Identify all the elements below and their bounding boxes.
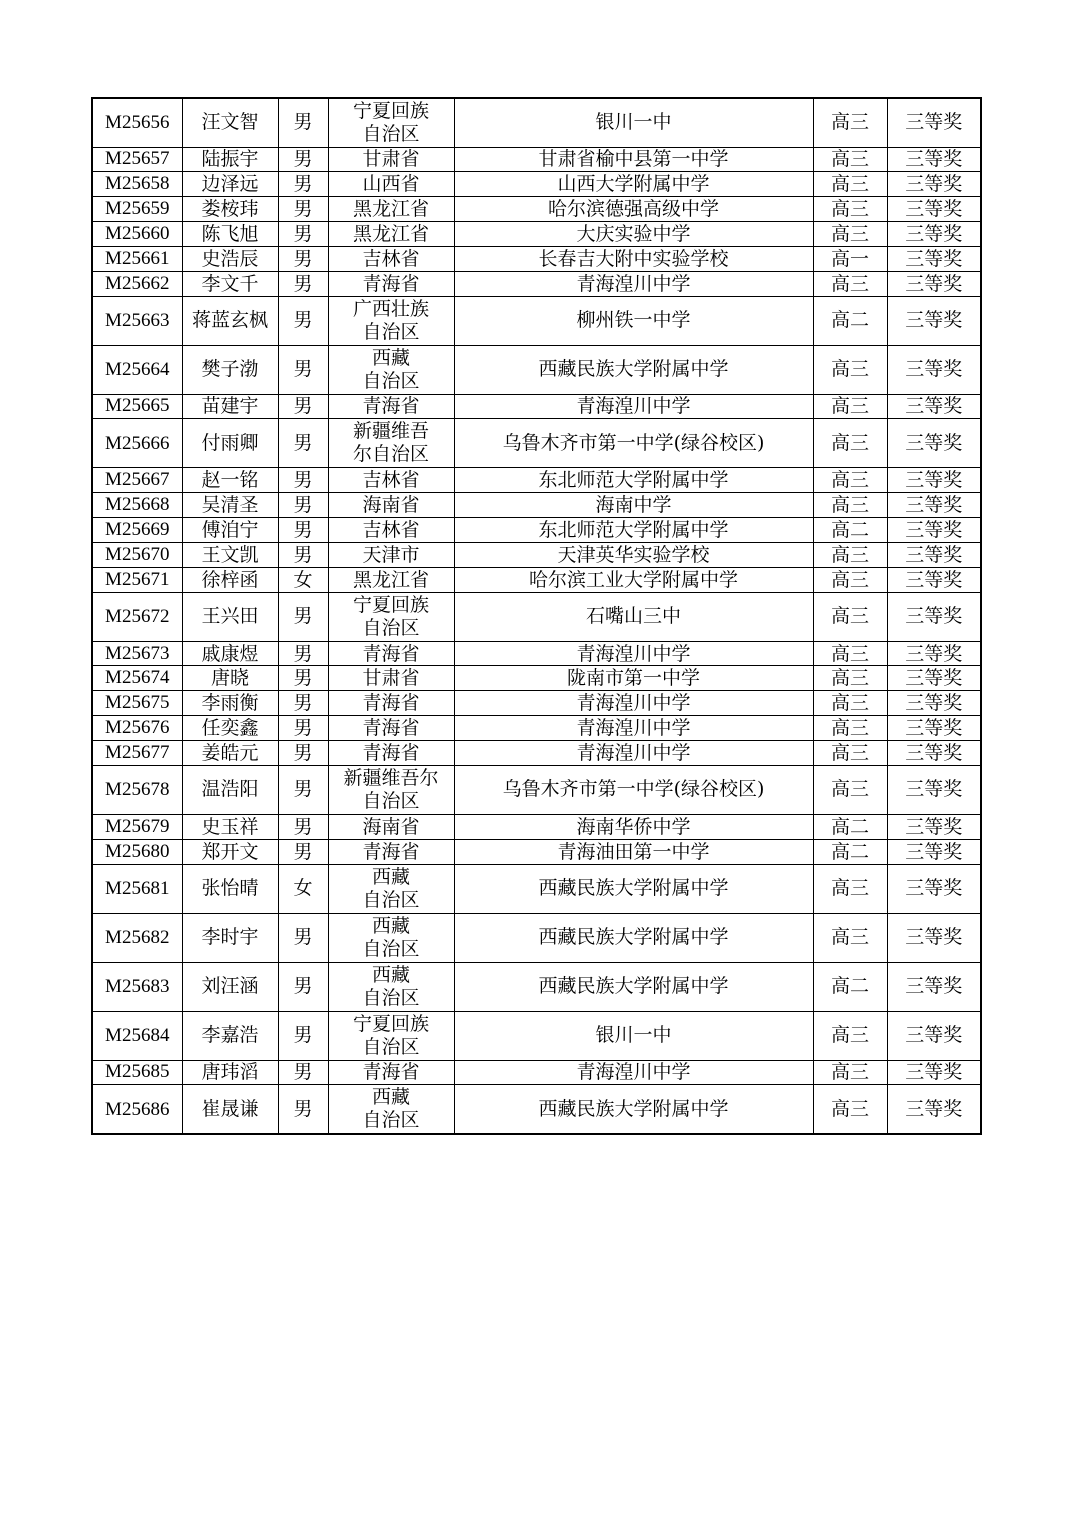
table-row (92, 271, 981, 296)
cell-award: 三等奖 (887, 592, 981, 641)
region-line: 尔自治区 (352, 443, 429, 466)
cell-award: 三等奖 (887, 345, 981, 394)
region-line: 山西省 (362, 173, 420, 196)
region-line: 西藏 (371, 1086, 410, 1109)
cell-school: 青海湟川中学 (454, 1060, 813, 1085)
region-line: 青海省 (362, 692, 420, 715)
region-line: 黑龙江省 (352, 568, 429, 591)
region-line: 西藏 (371, 865, 410, 888)
cell-student-name: 郑开文 (182, 839, 278, 864)
cell-student-name: 娄桉玮 (182, 197, 278, 222)
cell-grade: 高三 (813, 666, 887, 691)
cell-student-name: 苗建宇 (182, 394, 278, 419)
cell-award: 三等奖 (887, 716, 981, 741)
cell-award: 三等奖 (887, 765, 981, 814)
region-line: 青海省 (362, 840, 420, 863)
cell-gender: 男 (278, 592, 328, 641)
cell-student-id: M25686 (92, 1085, 182, 1134)
cell-gender: 男 (278, 814, 328, 839)
award-table-body (92, 98, 981, 1134)
cell-school: 银川一中 (454, 98, 813, 147)
cell-student-name: 李文千 (182, 271, 278, 296)
region-line: 自治区 (362, 937, 420, 960)
cell-region (328, 296, 454, 345)
region-line: 青海省 (362, 1061, 420, 1084)
table-row (92, 147, 981, 172)
cell-award: 三等奖 (887, 246, 981, 271)
cell-student-name: 蒋蓝玄枫 (182, 296, 278, 345)
cell-student-id: M25669 (92, 518, 182, 543)
cell-award: 三等奖 (887, 296, 981, 345)
cell-gender: 男 (278, 839, 328, 864)
table-row (92, 296, 981, 345)
cell-school: 东北师范大学附属中学 (454, 468, 813, 493)
cell-student-id: M25666 (92, 419, 182, 468)
cell-region (328, 172, 454, 197)
cell-award: 三等奖 (887, 518, 981, 543)
cell-region (328, 864, 454, 913)
cell-award: 三等奖 (887, 271, 981, 296)
table-row (92, 913, 981, 962)
cell-region (328, 716, 454, 741)
cell-grade: 高三 (813, 741, 887, 766)
cell-school: 西藏民族大学附属中学 (454, 864, 813, 913)
table-row (92, 1011, 981, 1060)
cell-student-id: M25675 (92, 691, 182, 716)
cell-student-id: M25663 (92, 296, 182, 345)
cell-gender: 男 (278, 1011, 328, 1060)
cell-gender: 男 (278, 147, 328, 172)
cell-gender: 男 (278, 1085, 328, 1134)
table-row (92, 518, 981, 543)
region-line: 新疆维吾尔 (343, 766, 439, 789)
cell-region (328, 468, 454, 493)
region-line: 海南省 (362, 494, 420, 517)
cell-student-name: 陆振宇 (182, 147, 278, 172)
cell-award: 三等奖 (887, 1085, 981, 1134)
cell-student-id: M25665 (92, 394, 182, 419)
cell-student-id: M25661 (92, 246, 182, 271)
cell-gender: 男 (278, 271, 328, 296)
region-line: 广西壮族 (352, 297, 429, 320)
cell-student-id: M25670 (92, 542, 182, 567)
cell-region (328, 765, 454, 814)
cell-award: 三等奖 (887, 1011, 981, 1060)
region-line: 黑龙江省 (352, 198, 429, 221)
cell-region (328, 839, 454, 864)
cell-student-name: 付雨卿 (182, 419, 278, 468)
cell-award: 三等奖 (887, 419, 981, 468)
cell-award: 三等奖 (887, 913, 981, 962)
cell-award: 三等奖 (887, 147, 981, 172)
cell-gender: 男 (278, 542, 328, 567)
cell-grade: 高三 (813, 345, 887, 394)
cell-award: 三等奖 (887, 962, 981, 1011)
cell-region (328, 1060, 454, 1085)
cell-student-name: 史浩辰 (182, 246, 278, 271)
cell-grade: 高三 (813, 394, 887, 419)
table-row (92, 1085, 981, 1134)
region-line: 宁夏回族 (352, 1012, 429, 1035)
cell-school: 青海湟川中学 (454, 691, 813, 716)
cell-gender: 男 (278, 666, 328, 691)
region-line: 吉林省 (362, 247, 420, 270)
table-row (92, 962, 981, 1011)
cell-grade: 高三 (813, 493, 887, 518)
cell-student-id: M25668 (92, 493, 182, 518)
cell-region (328, 345, 454, 394)
cell-student-name: 吴清圣 (182, 493, 278, 518)
cell-school: 海南华侨中学 (454, 814, 813, 839)
cell-school: 东北师范大学附属中学 (454, 518, 813, 543)
cell-school: 西藏民族大学附属中学 (454, 345, 813, 394)
cell-school: 海南中学 (454, 493, 813, 518)
cell-region (328, 814, 454, 839)
cell-student-name: 王兴田 (182, 592, 278, 641)
cell-region (328, 741, 454, 766)
region-line: 自治区 (362, 122, 420, 145)
cell-student-name: 樊子渤 (182, 345, 278, 394)
cell-student-id: M25667 (92, 468, 182, 493)
region-line: 自治区 (362, 888, 420, 911)
cell-award: 三等奖 (887, 468, 981, 493)
cell-student-id: M25656 (92, 98, 182, 147)
cell-grade: 高三 (813, 197, 887, 222)
cell-gender: 男 (278, 419, 328, 468)
cell-grade: 高三 (813, 1085, 887, 1134)
cell-award: 三等奖 (887, 839, 981, 864)
cell-school: 银川一中 (454, 1011, 813, 1060)
cell-award: 三等奖 (887, 493, 981, 518)
award-list-table (91, 97, 982, 1135)
cell-school: 西藏民族大学附属中学 (454, 1085, 813, 1134)
region-line: 青海省 (362, 642, 420, 665)
cell-region (328, 419, 454, 468)
table-row (92, 172, 981, 197)
cell-grade: 高三 (813, 468, 887, 493)
cell-school: 青海湟川中学 (454, 741, 813, 766)
table-row (92, 345, 981, 394)
region-line: 自治区 (362, 1109, 420, 1132)
cell-student-name: 姜皓元 (182, 741, 278, 766)
table-row (92, 716, 981, 741)
table-row (92, 641, 981, 666)
cell-gender: 男 (278, 468, 328, 493)
region-line: 甘肃省 (362, 148, 420, 171)
cell-award: 三等奖 (887, 1060, 981, 1085)
cell-region (328, 394, 454, 419)
cell-grade: 高二 (813, 518, 887, 543)
cell-region (328, 1011, 454, 1060)
cell-student-id: M25676 (92, 716, 182, 741)
cell-region (328, 98, 454, 147)
cell-region (328, 567, 454, 592)
cell-student-id: M25664 (92, 345, 182, 394)
cell-region (328, 691, 454, 716)
table-row (92, 542, 981, 567)
region-line: 西藏 (371, 914, 410, 937)
cell-gender: 男 (278, 98, 328, 147)
cell-gender: 男 (278, 765, 328, 814)
cell-school: 乌鲁木齐市第一中学(绿谷校区) (454, 765, 813, 814)
cell-student-id: M25657 (92, 147, 182, 172)
cell-grade: 高二 (813, 296, 887, 345)
region-line: 新疆维吾 (352, 420, 429, 443)
cell-award: 三等奖 (887, 542, 981, 567)
cell-gender: 男 (278, 246, 328, 271)
cell-grade: 高三 (813, 172, 887, 197)
cell-student-name: 边泽远 (182, 172, 278, 197)
cell-student-id: M25672 (92, 592, 182, 641)
cell-grade: 高二 (813, 839, 887, 864)
cell-gender: 男 (278, 962, 328, 1011)
region-line: 自治区 (362, 616, 420, 639)
table-row (92, 222, 981, 247)
cell-grade: 高三 (813, 222, 887, 247)
cell-award: 三等奖 (887, 567, 981, 592)
cell-award: 三等奖 (887, 641, 981, 666)
cell-grade: 高三 (813, 1060, 887, 1085)
cell-school: 哈尔滨工业大学附属中学 (454, 567, 813, 592)
cell-student-name: 张怡晴 (182, 864, 278, 913)
table-row (92, 493, 981, 518)
cell-student-name: 李嘉浩 (182, 1011, 278, 1060)
cell-grade: 高三 (813, 592, 887, 641)
cell-student-id: M25673 (92, 641, 182, 666)
cell-school: 西藏民族大学附属中学 (454, 962, 813, 1011)
cell-grade: 高三 (813, 542, 887, 567)
cell-student-id: M25660 (92, 222, 182, 247)
cell-student-id: M25679 (92, 814, 182, 839)
region-line: 自治区 (362, 789, 420, 812)
cell-grade: 高三 (813, 864, 887, 913)
cell-school: 乌鲁木齐市第一中学(绿谷校区) (454, 419, 813, 468)
cell-student-name: 陈飞旭 (182, 222, 278, 247)
cell-gender: 男 (278, 222, 328, 247)
table-row (92, 419, 981, 468)
cell-gender: 男 (278, 197, 328, 222)
cell-grade: 高三 (813, 913, 887, 962)
cell-grade: 高三 (813, 641, 887, 666)
cell-gender: 男 (278, 296, 328, 345)
table-row (92, 468, 981, 493)
cell-gender: 男 (278, 493, 328, 518)
cell-school: 青海湟川中学 (454, 271, 813, 296)
cell-school: 山西大学附属中学 (454, 172, 813, 197)
cell-award: 三等奖 (887, 172, 981, 197)
cell-student-name: 崔晟谦 (182, 1085, 278, 1134)
cell-region (328, 271, 454, 296)
cell-grade: 高三 (813, 147, 887, 172)
cell-gender: 男 (278, 641, 328, 666)
cell-student-id: M25658 (92, 172, 182, 197)
region-line: 青海省 (362, 741, 420, 764)
cell-school: 青海湟川中学 (454, 716, 813, 741)
table-row (92, 1060, 981, 1085)
cell-grade: 高一 (813, 246, 887, 271)
cell-region (328, 592, 454, 641)
cell-student-name: 徐梓函 (182, 567, 278, 592)
cell-grade: 高二 (813, 962, 887, 1011)
cell-student-name: 史玉祥 (182, 814, 278, 839)
table-row (92, 592, 981, 641)
region-line: 甘肃省 (362, 667, 420, 690)
cell-award: 三等奖 (887, 691, 981, 716)
region-line: 自治区 (362, 320, 420, 343)
region-line: 自治区 (362, 986, 420, 1009)
cell-gender: 男 (278, 518, 328, 543)
cell-student-name: 汪文智 (182, 98, 278, 147)
cell-award: 三等奖 (887, 394, 981, 419)
cell-region (328, 962, 454, 1011)
cell-award: 三等奖 (887, 741, 981, 766)
cell-region (328, 197, 454, 222)
cell-award: 三等奖 (887, 666, 981, 691)
cell-grade: 高三 (813, 691, 887, 716)
region-line: 黑龙江省 (352, 222, 429, 245)
cell-student-name: 任奕鑫 (182, 716, 278, 741)
region-line: 宁夏回族 (352, 99, 429, 122)
table-row (92, 567, 981, 592)
region-line: 青海省 (362, 717, 420, 740)
table-row (92, 98, 981, 147)
cell-student-name: 温浩阳 (182, 765, 278, 814)
region-line: 自治区 (362, 369, 420, 392)
cell-gender: 男 (278, 913, 328, 962)
cell-student-id: M25674 (92, 666, 182, 691)
region-line: 西藏 (371, 963, 410, 986)
table-row (92, 197, 981, 222)
cell-student-id: M25671 (92, 567, 182, 592)
cell-school: 甘肃省榆中县第一中学 (454, 147, 813, 172)
cell-school: 大庆实验中学 (454, 222, 813, 247)
cell-student-name: 王文凯 (182, 542, 278, 567)
cell-school: 西藏民族大学附属中学 (454, 913, 813, 962)
cell-student-id: M25659 (92, 197, 182, 222)
cell-gender: 男 (278, 691, 328, 716)
cell-award: 三等奖 (887, 98, 981, 147)
region-line: 吉林省 (362, 469, 420, 492)
cell-grade: 高三 (813, 419, 887, 468)
table-row (92, 814, 981, 839)
table-row (92, 691, 981, 716)
cell-student-id: M25662 (92, 271, 182, 296)
cell-gender: 男 (278, 741, 328, 766)
region-line: 吉林省 (362, 519, 420, 542)
table-row (92, 246, 981, 271)
cell-region (328, 222, 454, 247)
cell-region (328, 147, 454, 172)
cell-school: 青海湟川中学 (454, 641, 813, 666)
cell-student-name: 唐晓 (182, 666, 278, 691)
cell-student-id: M25677 (92, 741, 182, 766)
cell-gender: 男 (278, 345, 328, 394)
cell-gender: 女 (278, 864, 328, 913)
cell-student-name: 李时宇 (182, 913, 278, 962)
cell-region (328, 666, 454, 691)
cell-student-id: M25680 (92, 839, 182, 864)
cell-grade: 高三 (813, 567, 887, 592)
cell-school: 石嘴山三中 (454, 592, 813, 641)
table-row (92, 839, 981, 864)
cell-student-id: M25681 (92, 864, 182, 913)
cell-student-id: M25684 (92, 1011, 182, 1060)
cell-region (328, 518, 454, 543)
cell-student-id: M25683 (92, 962, 182, 1011)
table-row (92, 666, 981, 691)
cell-grade: 高二 (813, 814, 887, 839)
table-row (92, 765, 981, 814)
cell-student-id: M25685 (92, 1060, 182, 1085)
cell-region (328, 641, 454, 666)
region-line: 西藏 (371, 346, 410, 369)
region-line: 宁夏回族 (352, 593, 429, 616)
table-row (92, 394, 981, 419)
cell-school: 青海湟川中学 (454, 394, 813, 419)
cell-student-name: 戚康煜 (182, 641, 278, 666)
table-row (92, 741, 981, 766)
cell-award: 三等奖 (887, 814, 981, 839)
table-row (92, 864, 981, 913)
cell-school: 青海油田第一中学 (454, 839, 813, 864)
region-line: 天津市 (362, 543, 420, 566)
cell-award: 三等奖 (887, 197, 981, 222)
cell-gender: 女 (278, 567, 328, 592)
cell-region (328, 913, 454, 962)
cell-school: 哈尔滨德强高级中学 (454, 197, 813, 222)
region-line: 青海省 (362, 395, 420, 418)
cell-gender: 男 (278, 1060, 328, 1085)
cell-gender: 男 (278, 716, 328, 741)
region-line: 青海省 (362, 272, 420, 295)
cell-student-id: M25682 (92, 913, 182, 962)
cell-gender: 男 (278, 394, 328, 419)
cell-student-name: 傅洎宁 (182, 518, 278, 543)
cell-school: 陇南市第一中学 (454, 666, 813, 691)
cell-student-name: 李雨衡 (182, 691, 278, 716)
cell-region (328, 542, 454, 567)
cell-region (328, 246, 454, 271)
cell-student-name: 唐玮滔 (182, 1060, 278, 1085)
cell-grade: 高三 (813, 1011, 887, 1060)
cell-region (328, 1085, 454, 1134)
cell-student-name: 刘汪涵 (182, 962, 278, 1011)
region-line: 自治区 (362, 1035, 420, 1058)
cell-school: 天津英华实验学校 (454, 542, 813, 567)
cell-student-id: M25678 (92, 765, 182, 814)
region-line: 海南省 (362, 815, 420, 838)
cell-grade: 高三 (813, 271, 887, 296)
cell-student-name: 赵一铭 (182, 468, 278, 493)
cell-grade: 高三 (813, 716, 887, 741)
cell-grade: 高三 (813, 98, 887, 147)
cell-school: 柳州铁一中学 (454, 296, 813, 345)
cell-region (328, 493, 454, 518)
cell-award: 三等奖 (887, 222, 981, 247)
cell-award: 三等奖 (887, 864, 981, 913)
cell-school: 长春吉大附中实验学校 (454, 246, 813, 271)
cell-grade: 高三 (813, 765, 887, 814)
cell-gender: 男 (278, 172, 328, 197)
